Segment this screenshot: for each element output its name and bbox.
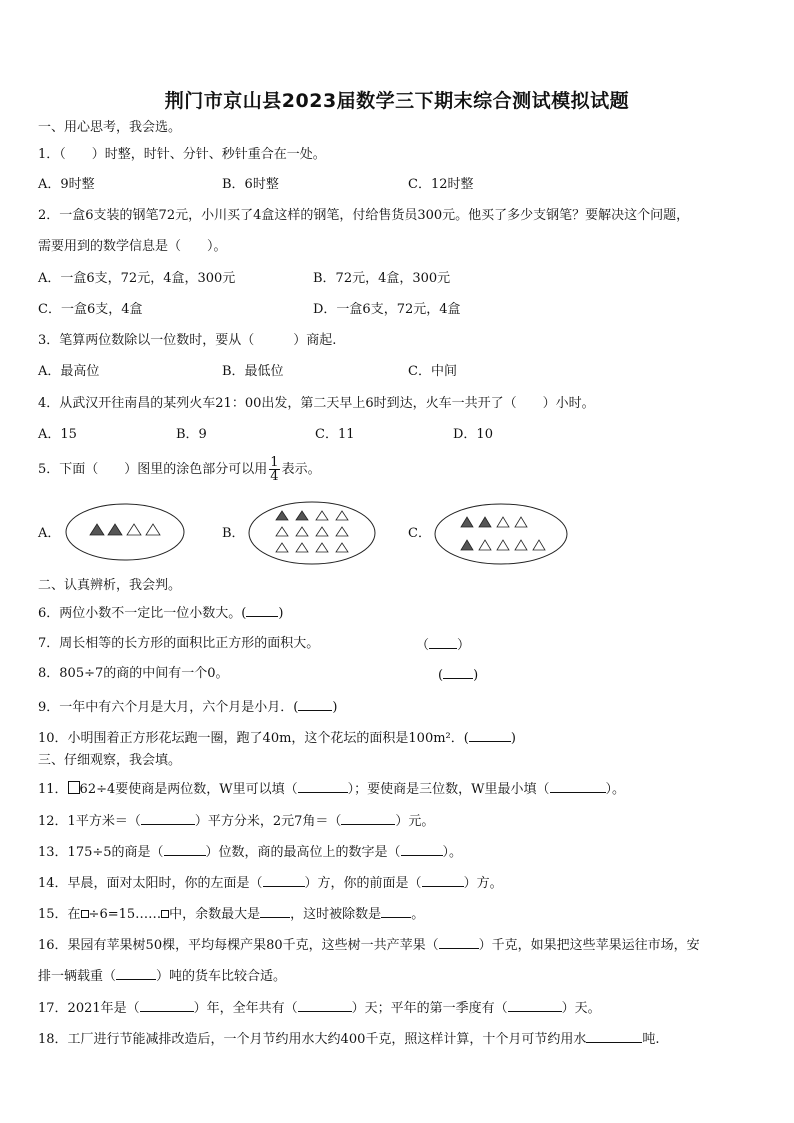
q15-text-4: ，这时被除数是	[290, 907, 382, 922]
q6-text: 6．两位小数不一定比一位小数大。(	[38, 606, 247, 621]
q3-option-b: B．最低位	[222, 364, 284, 379]
answer-blank[interactable]	[141, 812, 195, 825]
question-6	[38, 604, 283, 622]
question-5	[38, 455, 321, 485]
q8-close: )	[473, 668, 479, 683]
q5-text-pre: 5．下面（ ）图里的涂色部分可以用	[38, 462, 268, 477]
q16-text-4: ）吨的货车比较合适。	[156, 969, 287, 984]
section-heading-3: 三、仔细观察，我会填。	[38, 753, 182, 768]
q5-figure-c	[433, 502, 569, 566]
q7-open: （	[416, 638, 430, 653]
box-placeholder-icon	[81, 910, 89, 918]
question-7	[38, 636, 319, 652]
q5-option-a-label: A．	[38, 526, 61, 541]
q13-text-1: 13．175÷5的商是（	[38, 845, 164, 860]
q11-number: 11．	[38, 782, 68, 797]
question-15	[38, 905, 424, 923]
answer-blank[interactable]	[140, 999, 194, 1012]
fraction-numerator: 1	[270, 455, 279, 470]
q18-text-1: 18．工厂进行节能减排改造后，一个月节约用水大约400千克，照这样计算，十个月可节约用水	[38, 1032, 587, 1047]
q15-text-2: ÷6=15……	[88, 907, 162, 922]
fraction-denominator: 4	[270, 469, 279, 484]
q18-text-2: 吨.	[642, 1032, 660, 1047]
q5-option-c-label: C．	[408, 526, 431, 541]
answer-blank[interactable]	[260, 905, 290, 918]
q5-text-post: 表示。	[281, 462, 321, 477]
q14-text-3: ）方。	[463, 876, 503, 891]
q4-option-b: B．9	[176, 427, 207, 442]
q1-option-b: B．6时整	[222, 177, 279, 192]
answer-blank[interactable]	[164, 843, 206, 856]
q15-text-5: 。	[411, 907, 425, 922]
q15-text-3: 中，余数最大是	[169, 907, 261, 922]
q5-option-b-label: B．	[222, 526, 245, 541]
q5-figure-a	[64, 502, 186, 562]
q8-text: 8．805÷7的商的中间有一个0。	[38, 666, 229, 681]
q11-text-2: ）；要使商是三位数，W里最小填（	[347, 782, 550, 797]
answer-blank[interactable]	[298, 698, 332, 711]
answer-blank[interactable]	[298, 999, 352, 1012]
question-17	[38, 999, 601, 1017]
q11-text-3: ）。	[605, 782, 626, 797]
q2-option-d: D．一盒6支，72元，4盒	[313, 302, 461, 317]
q1-option-c: C．12时整	[408, 177, 474, 192]
question-2-line1: 2．一盒6支装的钢笔72元，小川买了4盒这样的钢笔，付给售货员300元。他买了多少支钢笔？要解决这个问题，	[38, 208, 690, 223]
question-16-line2	[38, 967, 286, 985]
question-16-line1	[38, 936, 700, 954]
q1-option-a: A．9时整	[38, 177, 95, 192]
question-4: 4．从武汉开往南昌的某列火车21：00出发，第二天早上6时到达，火车一共开了（ ）小时。	[38, 396, 595, 411]
q10-text: 10．小明围着正方形花坛跑一圈，跑了40m，这个花坛的面积是100m²．(	[38, 731, 469, 746]
page-title: 荆门市京山县2023届数学三下期末综合测试模拟试题	[164, 90, 630, 112]
q10-close: )	[510, 731, 516, 746]
q16-text-3: 排一辆载重（	[38, 969, 117, 984]
q16-text-2: ）千克，如果把这些苹果运往市场，安	[478, 938, 700, 953]
q17-text-1: 17．2021年是（	[38, 1001, 140, 1016]
question-2-line2: 需要用到的数学信息是（ ）。	[38, 239, 227, 254]
q7-close: ）	[457, 638, 471, 653]
fraction-one-quarter	[269, 456, 279, 483]
q9-close: )	[332, 700, 338, 715]
q9-text: 9．一年中有六个月是大月，六个月是小月．(	[38, 700, 299, 715]
q4-option-c: C．11	[315, 427, 355, 442]
q17-text-2: ）年，全年共有（	[193, 1001, 298, 1016]
question-14	[38, 874, 503, 892]
q13-text-3: ）。	[442, 845, 463, 860]
q17-text-4: ）天。	[561, 1001, 601, 1016]
section-heading-2: 二、认真辨析，我会判。	[38, 578, 182, 593]
q2-option-a: A．一盒6支，72元，4盒，300元	[38, 271, 236, 286]
question-8	[38, 666, 229, 682]
q16-text-1: 16．果园有苹果树50棵，平均每棵产果80千克，这些树一共产苹果（	[38, 938, 439, 953]
answer-blank[interactable]	[246, 604, 278, 617]
answer-blank[interactable]	[429, 636, 457, 649]
q14-text-2: ）方，你的前面是（	[304, 876, 422, 891]
answer-blank[interactable]	[381, 905, 411, 918]
q7-text: 7．周长相等的长方形的面积比正方形的面积大。	[38, 636, 320, 651]
section-heading-1: 一、用心思考，我会选。	[38, 120, 182, 135]
answer-blank[interactable]	[401, 843, 443, 856]
question-11	[38, 780, 625, 798]
q11-text-1: 62÷4要使商是两位数，W里可以填（	[79, 782, 298, 797]
q13-text-2: ）位数，商的最高位上的数字是（	[205, 845, 401, 860]
question-1: 1．（ ）时整，时针、分针、秒针重合在一处。	[38, 147, 326, 162]
question-9	[38, 698, 337, 716]
q2-option-b: B．72元，4盒，300元	[313, 271, 451, 286]
q17-text-3: ）天；平年的第一季度有（	[351, 1001, 508, 1016]
answer-blank[interactable]	[443, 666, 473, 679]
q4-option-a: A．15	[38, 427, 77, 442]
q2-option-c: C．一盒6支，4盒	[38, 302, 143, 317]
answer-blank[interactable]	[508, 999, 562, 1012]
q14-text-1: 14．早晨，面对太阳时，你的左面是（	[38, 876, 263, 891]
q12-text-1: 12．1平方米＝（	[38, 814, 141, 829]
question-13	[38, 843, 462, 861]
question-10	[38, 729, 516, 747]
question-18	[38, 1030, 660, 1048]
q3-option-c: C．中间	[408, 364, 457, 379]
question-12	[38, 812, 434, 830]
answer-blank[interactable]	[298, 780, 348, 793]
answer-blank[interactable]	[439, 936, 479, 949]
answer-blank[interactable]	[586, 1030, 642, 1043]
q3-option-a: A．最高位	[38, 364, 100, 379]
q8-answer	[438, 666, 478, 684]
q6-close: )	[278, 606, 284, 621]
q4-option-d: D．10	[453, 427, 493, 442]
answer-blank[interactable]	[422, 874, 464, 887]
question-3: 3．笔算两位数除以一位数时，要从（ ）商起.	[38, 333, 337, 348]
q5-figure-b	[247, 500, 377, 566]
q12-text-3: ）元。	[395, 814, 435, 829]
q7-answer	[416, 636, 470, 654]
answer-blank[interactable]	[550, 780, 606, 793]
answer-blank[interactable]	[341, 812, 395, 825]
q15-text-1: 15．在	[38, 907, 81, 922]
q12-text-2: ）平方分米，2元7角＝（	[194, 814, 342, 829]
answer-blank[interactable]	[263, 874, 305, 887]
answer-blank[interactable]	[116, 967, 156, 980]
box-placeholder-icon	[161, 910, 169, 918]
box-placeholder-icon	[68, 781, 80, 794]
q8-open: (	[438, 668, 444, 683]
answer-blank[interactable]	[469, 729, 511, 742]
